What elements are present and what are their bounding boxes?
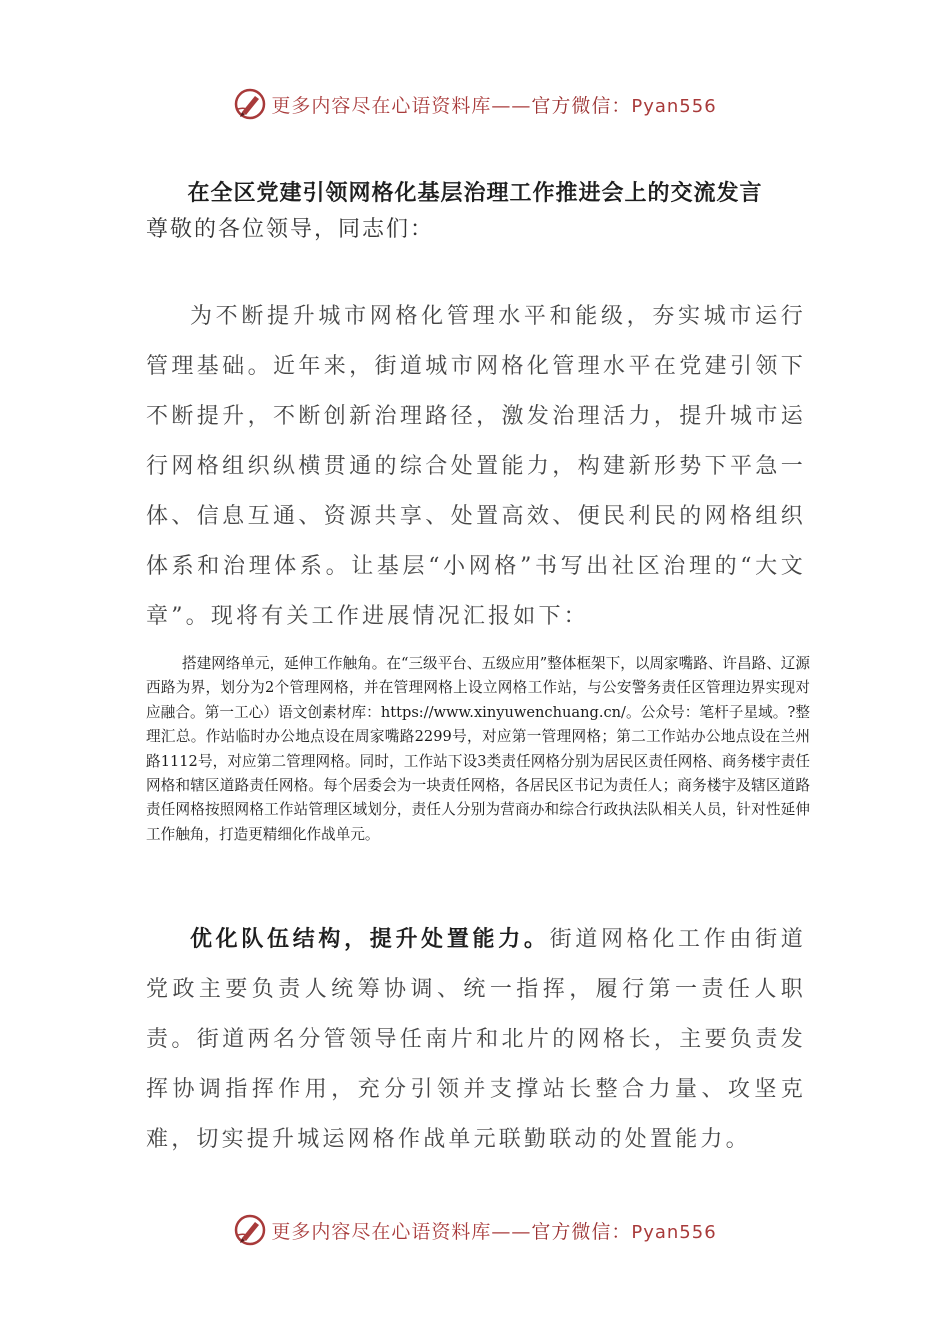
pen-logo-icon (233, 1213, 267, 1247)
wechat-id: Pyan556 (631, 95, 717, 117)
header-watermark-banner (0, 82, 950, 126)
greeting: 尊敬的各位领导，同志们： (146, 217, 435, 242)
footer-watermark-banner (0, 1208, 950, 1252)
banner-dash: —— (491, 1220, 532, 1243)
paragraph-lead-heading: 优化队伍结构，提升处置能力。 (190, 926, 550, 952)
banner-text (271, 1217, 716, 1244)
banner-dash: —— (491, 94, 532, 117)
site-name: 更多内容尽在心语资料库 (271, 94, 492, 117)
paragraph-body: 街道网格化工作由街道党政主要负责人统筹协调、统一指挥，履行第一责任人职责。街道两名分管领导任南片和北片的网格长，主要负责发挥协调指挥作用，充分引领并支撑站长整合力量、攻坚克难，切实提升城运网格作战单元联勤联动的处置能力。 (146, 927, 806, 1152)
paragraph-grid-units: 搭建网络单元，延伸工作触角。在“三级平台、五级应用”整体框架下，以周家嘴路、许昌路、辽源西路为界，划分为2个管理网格，并在管理网格上设立网格工作站，与公安警务责任区管理边界实现对应融合。第一工心）语文创素材库：https://www.xinyuwenchuang.cn/。公众号：笔杆子星域。?整理汇总。作站临时办公地点设在周家嘴路2299号，对应第一管理网格；第二工作站办公地点设在兰州路1112号，对应第二管理网格。同时，工作站下设3类责任网格分别为居民区责任网格、商务楼宇责任网格和辖区道路责任网格。每个居委会为一块责任网格，各居民区书记为责任人；商务楼宇及辖区道路责任网格按照网格工作站管理区域划分，责任人分别为营商办和综合行政执法队相关人员，针对性延伸工作触角，打造更精细化作战单元。 (146, 655, 810, 843)
pen-logo-icon (233, 87, 267, 121)
paragraph-team-structure (146, 914, 806, 1165)
banner-text (271, 91, 716, 118)
wechat-id: Pyan556 (631, 1221, 717, 1243)
wechat-label: 官方微信： (531, 94, 632, 117)
site-name: 更多内容尽在心语资料库 (271, 1220, 492, 1243)
document-title: 在全区党建引领网格化基层治理工作推进会上的交流发言 (187, 180, 763, 206)
paragraph-intro: 为不断提升城市网格化管理水平和能级，夯实城市运行管理基础。近年来，街道城市网格化管理水平在党建引领下不断提升，不断创新治理路径，激发治理活力，提升城市运行网格组织纵横贯通的综合处置能力，构建新形势下平急一体、信息互通、资源共享、处置高效、便民利民的网格组织体系和治理体系。让基层“小网格”书写出社区治理的“大文章”。现将有关工作进展情况汇报如下： (146, 304, 806, 629)
wechat-label: 官方微信： (531, 1220, 632, 1243)
